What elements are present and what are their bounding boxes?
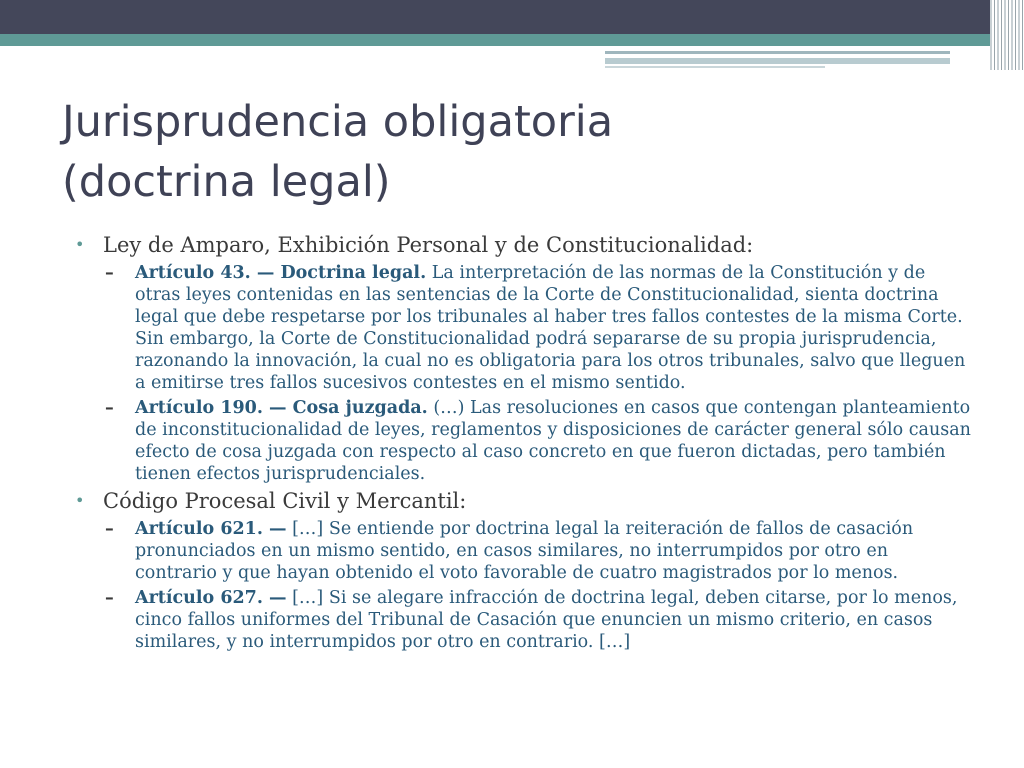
sub-bullet-item <box>75 397 975 485</box>
corner-stripes-decoration <box>990 0 1024 70</box>
section-heading: Código Procesal Civil y Mercantil: <box>103 489 467 513</box>
header-band-dark <box>0 0 1024 34</box>
header-accent-line <box>605 58 950 64</box>
slide-title-line-1: Jurisprudencia obligatoria <box>62 97 614 147</box>
header-accent-line <box>605 51 950 54</box>
header-accent-line <box>605 66 825 68</box>
slide-title <box>62 92 942 212</box>
article-text: (…) Las resoluciones en casos que contengan planteamiento de inconstitucionalidad de leyes, reglamentos y disposiciones de carácter general sólo causan efecto de cosa juzgada con respecto al caso concreto en que fueron dictadas, pero también tienen efectos jurisprudenciales. <box>135 398 971 484</box>
article-lead: Artículo 621. — <box>135 519 287 539</box>
article-lead: Artículo 190. — Cosa juzgada. <box>135 398 428 418</box>
dash-icon: – <box>105 519 114 539</box>
bullet-item <box>75 488 975 514</box>
sub-bullet-item <box>75 262 975 394</box>
article-lead: Artículo 43. — Doctrina legal. <box>135 263 427 283</box>
dash-icon: – <box>105 398 114 418</box>
sub-bullet-item <box>75 518 975 584</box>
section-heading: Ley de Amparo, Exhibición Personal y de Constitucionalidad: <box>103 233 754 257</box>
slide-title-line-2: (doctrina legal) <box>62 157 391 207</box>
header-band-teal <box>0 34 1024 46</box>
article-lead: Artículo 627. — <box>135 588 287 608</box>
bullet-dot-icon: • <box>75 491 85 510</box>
article-text: La interpretación de las normas de la Constitución y de otras leyes contenidas en las sentencias de la Corte de Constitucionalidad, sienta doctrina legal que debe respetarse por los tribunales al haber tres fallos contestes de la misma Corte. Sin embargo, la Corte de Constitucionalidad podrá separarse de su propia jurisprudencia, razonando la innovación, la cual no es obligatoria para los otros tribunales, salvo que lleguen a emitirse tres fallos sucesivos contestes en el mismo sentido. <box>135 263 966 393</box>
bullet-dot-icon: • <box>75 235 85 254</box>
slide-body <box>75 232 975 656</box>
bullet-item <box>75 232 975 258</box>
article-text: […] Si se alegare infracción de doctrina legal, deben citarse, por lo menos, cinco fallos uniformes del Tribunal de Casación que enuncien un mismo criterio, en casos similares, y no interrumpidos por otro en contrario. […] <box>135 588 958 652</box>
dash-icon: – <box>105 588 114 608</box>
article-text: […] Se entiende por doctrina legal la reiteración de fallos de casación pronunciados en un mismo sentido, en casos similares, no interrumpidos por otro en contrario y que hayan obtenido el voto favorable de cuatro magistrados por lo menos. <box>135 519 914 583</box>
dash-icon: – <box>105 263 114 283</box>
sub-bullet-item <box>75 587 975 653</box>
